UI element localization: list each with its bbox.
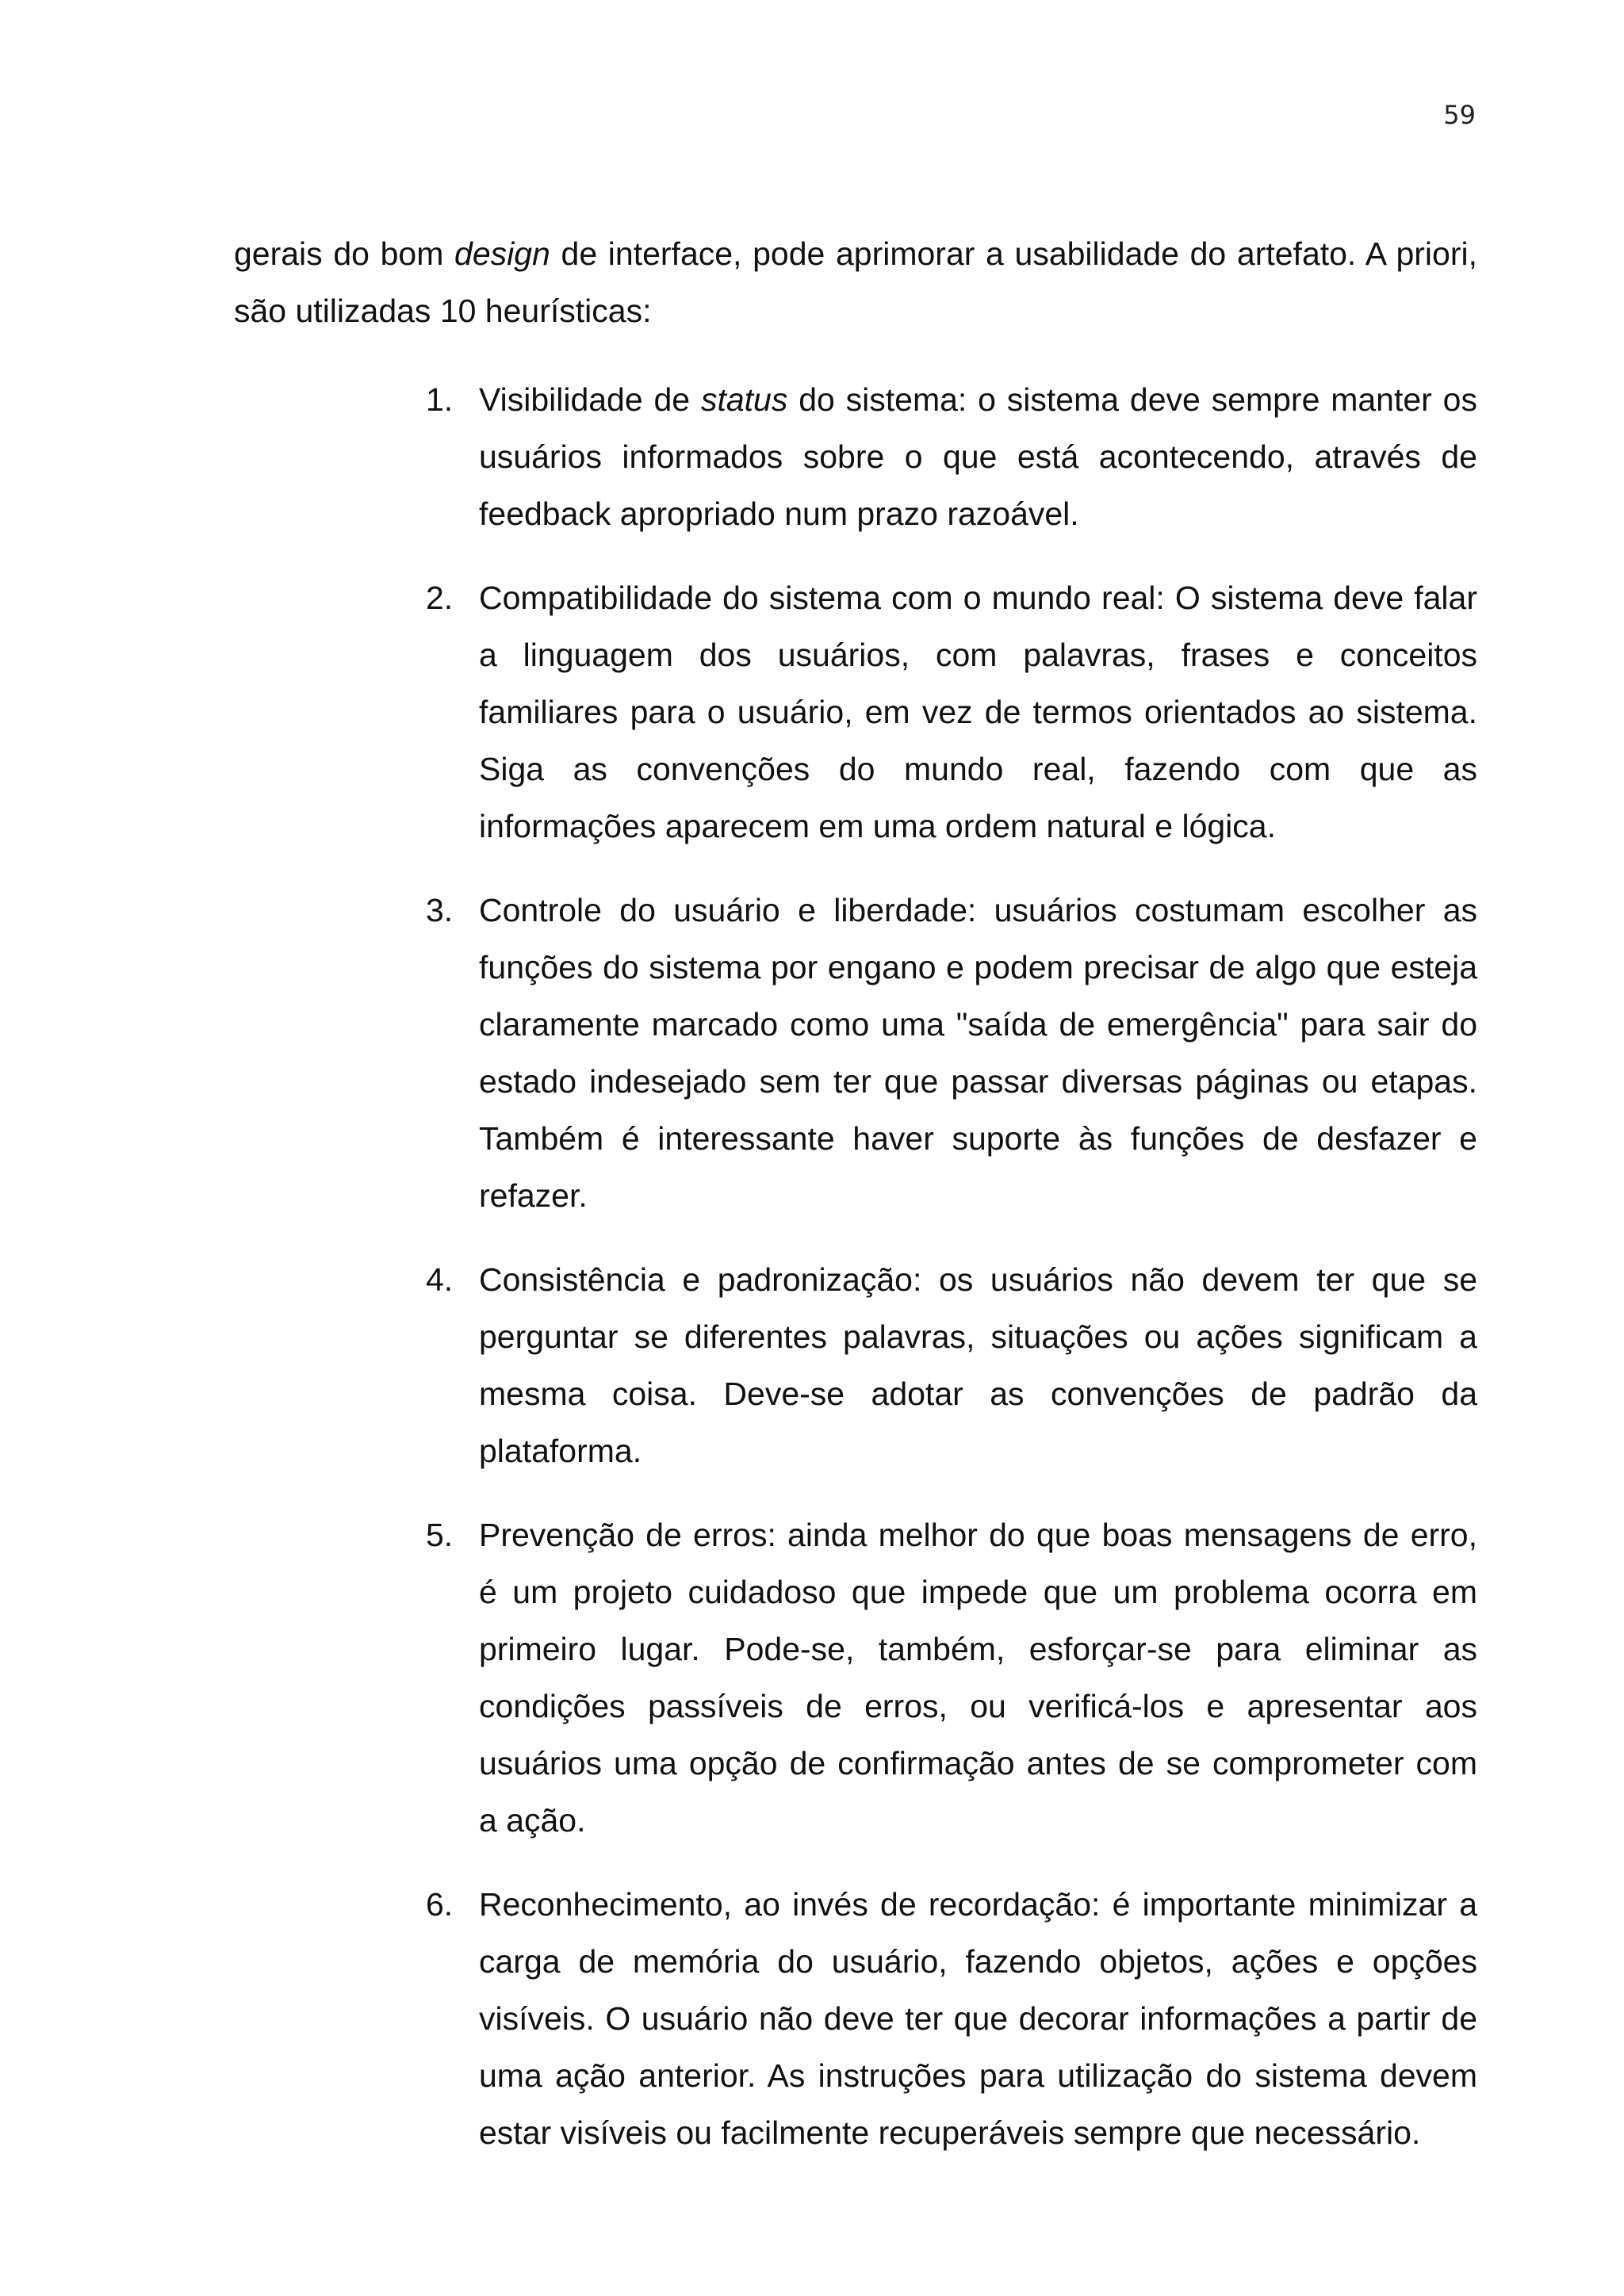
heuristics-list	[234, 371, 1477, 2161]
page-number: 59	[1443, 100, 1476, 130]
list-item-text: Consistência e padronização: os usuários não devem ter que se perguntar se diferentes palavras, situações ou ações significam a mesma coisa. Deve-se adotar as convenções de padrão da plataforma.	[479, 1261, 1477, 1469]
list-item-text: Prevenção de erros: ainda melhor do que boas mensagens de erro, é um projeto cuidadoso que impede que um problema ocorra em primeiro lugar. Pode-se, também, esforçar-se para eliminar as condições passíveis de erros, ou verificá-los e apresentar aos usuários uma opção de confirmação antes de se comprometer com a ação.	[479, 1517, 1477, 1839]
list-item-text-start: Visibilidade de	[479, 381, 701, 418]
list-item-text: Reconhecimento, ao invés de recordação: é importante minimizar a carga de memória do usuário, fazendo objetos, ações e opções visíveis. O usuário não deve ter que decorar informações a partir de uma ação anterior. As instruções para utilização do sistema devem estar visíveis ou facilmente recuperáveis sempre que necessário.	[479, 1886, 1477, 2151]
list-item	[234, 371, 1477, 542]
list-item-text	[479, 371, 1477, 542]
list-item	[234, 569, 1477, 855]
list-item-text-end: do sistema: o sistema deve sempre manter os usuários informados sobre o que está acontecendo, através de feedback apropriado num prazo razoável.	[479, 381, 1477, 532]
list-item-number: 3.	[426, 892, 454, 928]
list-item-number: 5.	[426, 1517, 454, 1553]
list-item-number: 2.	[426, 580, 454, 616]
list-item	[234, 1251, 1477, 1479]
list-item	[234, 1876, 1477, 2161]
intro-text-end: de interface, pode aprimorar a usabilidade do artefato. A priori, são utilizadas 10 heurísticas:	[234, 235, 1477, 329]
list-item-text: Controle do usuário e liberdade: usuários costumam escolher as funções do sistema por engano e podem precisar de algo que esteja claramente marcado como uma "saída de emergência" para sair do estado indesejado sem ter que passar diversas páginas ou etapas. Também é interessante haver suporte às funções de desfazer e refazer.	[479, 892, 1477, 1214]
list-item-number: 6.	[426, 1886, 454, 1923]
intro-paragraph	[234, 225, 1477, 339]
list-item-number: 4.	[426, 1261, 454, 1298]
intro-text-start: gerais do bom	[234, 235, 455, 272]
body-text	[234, 225, 1477, 2188]
intro-italic-term: design	[454, 235, 550, 272]
list-item	[234, 882, 1477, 1224]
list-item-italic-term: status	[700, 381, 788, 418]
list-item-number: 1.	[426, 381, 454, 418]
list-item	[234, 1506, 1477, 1849]
list-item-text: Compatibilidade do sistema com o mundo real: O sistema deve falar a linguagem dos usuários, com palavras, frases e conceitos familiares para o usuário, em vez de termos orientados ao sistema. Siga as convenções do mundo real, fazendo com que as informações aparecem em uma ordem natural e lógica.	[479, 580, 1477, 844]
